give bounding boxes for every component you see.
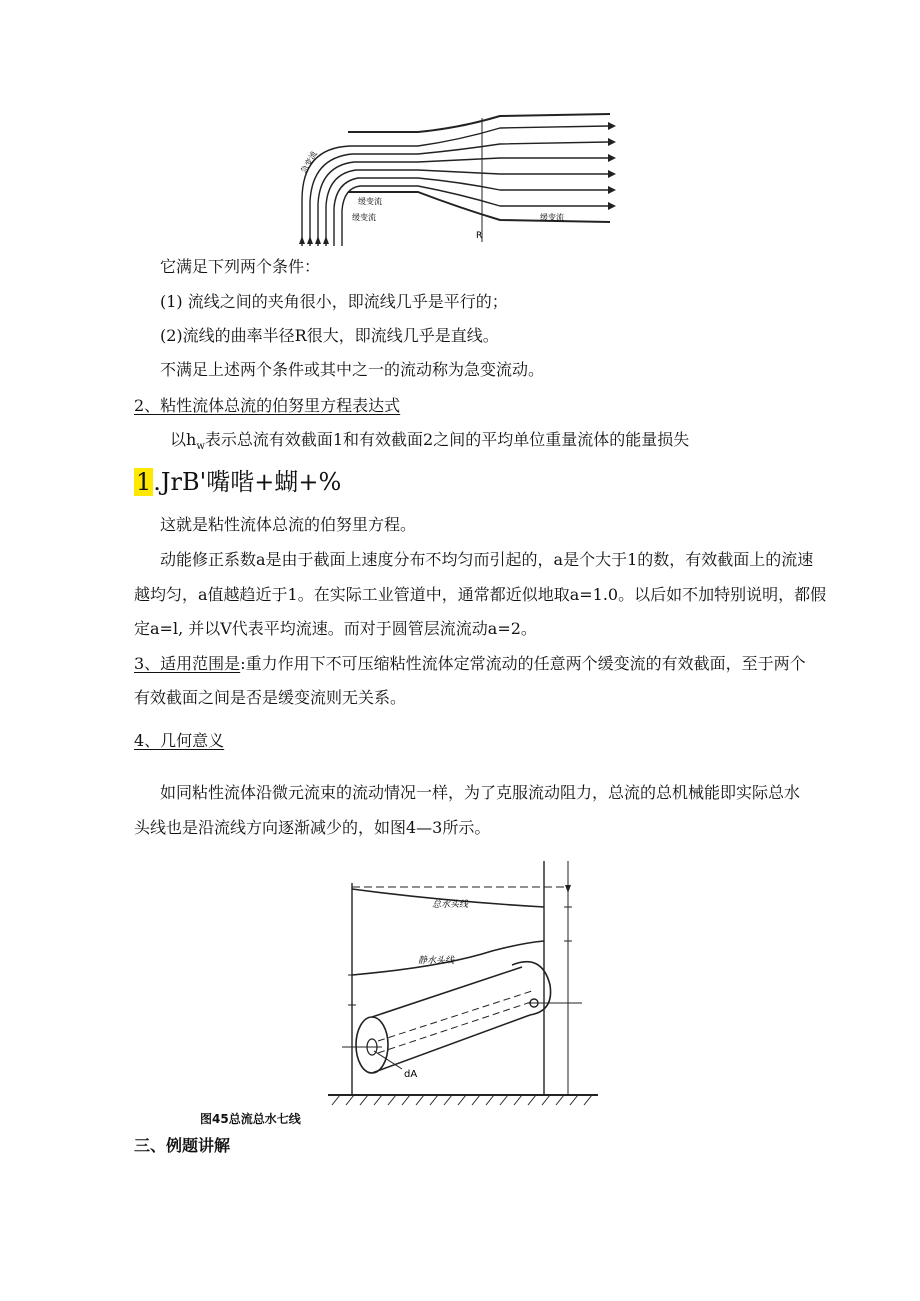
label-gradual-flow-2: 缓变流 bbox=[352, 213, 376, 222]
section-3-line-2: 有效截面之间是否是缓变流则无关系。 bbox=[134, 688, 407, 707]
figure-2-caption: 图45总流总水七线 bbox=[200, 1112, 301, 1126]
total-head-line-figure bbox=[322, 855, 602, 1110]
label-total-head-line: 总水头线 bbox=[432, 900, 469, 910]
bernoulli-equation bbox=[134, 466, 341, 498]
hw-prefix: 以h bbox=[170, 430, 197, 449]
kinetic-para-line-3: 定a=l, 并以V代表平均流速。而对于圆管层流流动a=2。 bbox=[134, 619, 537, 638]
hw-rest: 表示总流有效截面1和有效截面2之间的平均单位重量流体的能量损失 bbox=[204, 430, 690, 449]
label-gradual-flow-3: 缓变流 bbox=[540, 213, 564, 222]
conditions-intro: 它满足下列两个条件： bbox=[160, 257, 321, 276]
label-static-head-line: 静水头线 bbox=[418, 956, 455, 966]
equation-number-highlight: 1 bbox=[136, 468, 152, 496]
condition-2: (2)流线的曲率半径R很大，即流线几乎是直线。 bbox=[160, 326, 499, 345]
streamline-figure bbox=[290, 108, 620, 248]
energy-loss-line bbox=[170, 430, 689, 457]
hw-subscript: w bbox=[196, 441, 205, 453]
section-4-heading: 4、几何意义 bbox=[134, 731, 225, 750]
geometry-para-line-2: 头线也是沿流线方向逐渐减少的，如图4—3所示。 bbox=[134, 818, 491, 837]
section-2-heading: 2、粘性流体总流的伯努里方程表达式 bbox=[134, 396, 401, 415]
label-da: dA bbox=[404, 1069, 418, 1080]
non-gradual-note: 不满足上述两个条件或其中之一的流动称为急变流动。 bbox=[160, 360, 545, 379]
section-3 bbox=[134, 654, 806, 674]
kinetic-para-line-2: 越均匀，a值越趋近于1。在实际工业管道中，通常都近似地取a=1.0。以后如不加特别说明，都假 bbox=[134, 585, 827, 604]
label-radius: R bbox=[476, 231, 483, 241]
label-rapid-flow: 急变流 bbox=[299, 149, 319, 175]
geometry-para-line-1: 如同粘性流体沿微元流束的流动情况一样，为了克服流动阻力，总流的总机械能即实际总水 bbox=[160, 783, 801, 802]
section-3-line-1: :重力作用下不可压缩粘性流体定常流动的任意两个缓变流的有效截面，至于两个 bbox=[240, 654, 806, 673]
condition-1: (1) 流线之间的夹角很小，即流线几乎是平行的； bbox=[160, 292, 508, 311]
section-examples-heading: 三、例题讲解 bbox=[134, 1136, 231, 1155]
kinetic-para-line-1: 动能修正系数a是由于截面上速度分布不均匀而引起的，a是个大于1的数，有效截面上的流速 bbox=[160, 550, 814, 569]
label-gradual-flow-1: 缓变流 bbox=[358, 197, 382, 206]
equation-caption: 这就是粘性流体总流的伯努里方程。 bbox=[160, 515, 417, 534]
equation-text: .JrB'嘴喈+蝴+% bbox=[153, 468, 342, 496]
section-3-heading: 3、适用范围是 bbox=[134, 654, 241, 673]
